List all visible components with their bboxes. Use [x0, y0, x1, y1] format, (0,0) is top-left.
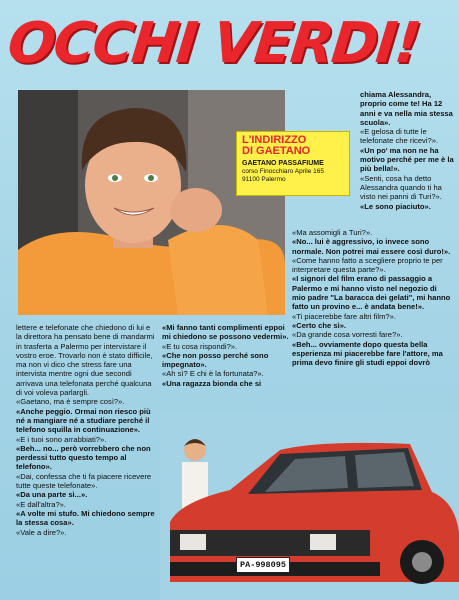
license-plate: PA-998095 — [236, 557, 290, 573]
paragraph: «Come hanno fatto a scegliere proprio te per interpretare questa parte?». — [292, 255, 443, 275]
paragraph: «E i tuoi sono arrabbiati?». — [16, 434, 107, 444]
paragraph: «No... lui è aggressivo, io invece sono normale. Non potrei mai essere così duro!». — [292, 237, 451, 256]
address-title-line1: L'INDIRIZZO — [242, 134, 307, 146]
article-column-right-middle — [292, 228, 452, 367]
paragraph: «Ti piacerebbe fare altri film?». — [292, 311, 396, 321]
article-column-middle — [162, 323, 294, 388]
address-box — [236, 131, 350, 196]
address-street: corso Finocchiaro Aprile 165 — [242, 168, 325, 175]
headline: OCCHI VERDI! — [4, 11, 423, 76]
paragraph: «A volte mi stufo. Mi chiedono sempre la stessa cosa». — [16, 508, 155, 528]
paragraph: «Dai, confessa che ti fa piacere ricevere tutte queste telefonate». — [16, 471, 152, 491]
paragraph: «Certo che sì». — [292, 320, 347, 330]
paragraph: «Una ragazza bionda che si — [162, 378, 262, 388]
paragraph: «Da una parte sì...». — [16, 490, 88, 500]
paragraph: «Vale a dire?». — [16, 527, 67, 537]
paragraph: «Che non posso perché sono impegnato». — [162, 350, 269, 370]
paragraph: «Ah sì? E chi è la fortunata?». — [162, 369, 264, 379]
car-photo — [160, 412, 459, 600]
address-title-line2: DI GAETANO — [242, 145, 311, 157]
paragraph: «I signori del film erano di passaggio a Palermo e mi hanno visto nel negozio di mio padre "La baracca dei gelati", mi hanno fatto un provino e... è andata bene!». — [292, 274, 451, 312]
paragraph: «Beh... ovviamente dopo questa bella esperienza mi piacerebbe fare l'attore, ma prima devo finire gli studi eppoi dovrò — [292, 339, 443, 368]
paragraph: «Le sono piaciuto». — [360, 201, 431, 211]
paragraph: «Gaetano, ma è sempre così?». — [16, 397, 125, 407]
paragraph: «E dall'altra?». — [16, 499, 66, 509]
boy-portrait-photo — [18, 90, 285, 315]
paragraph: «E gelosa di tutte le telefonate che ricevi?». — [360, 127, 439, 146]
paragraph: «Anche peggio. Ormai non riesco più né a mangiare né a studiare perché il telefono squilla in continuazione». — [16, 406, 151, 435]
paragraph: «Un po' ma non ne ha motivo perché per me è la più bella!». — [360, 145, 454, 174]
paragraph: chiama Alessandra, proprio come te! Ha 12 anni e va nella mia stessa scuola». — [360, 90, 453, 127]
address-city: 91100 Palermo — [242, 176, 286, 183]
paragraph: «Senti, cosa ha detto Alessandra quando ti ha visto nei panni di Turi?». — [360, 173, 442, 202]
paragraph: «E tu cosa rispondi?». — [162, 341, 238, 351]
paragraph: lettere e telefonate che chiedono di lui e la direttora ha pensato bene di mandarmi in trasferta a Palermo per intervistare il vostro eroe. Trovarlo non è stato difficile, ma non vi dico che stress fare una intervista mentre ogni due secondi arrivava una telefonata perché qualcuna di voi voleva parlargli. — [16, 323, 155, 398]
address-name: GAETANO PASSAFIUME — [242, 160, 324, 167]
paragraph: «Mi fanno tanti complimenti eppoi mi chiedono se possono vedermi». — [162, 323, 289, 342]
article-column-right-top — [360, 90, 456, 211]
paragraph: «Ma assomigli a Turi?». — [292, 228, 373, 237]
paragraph: «Da grande cosa vorresti fare?». — [292, 330, 403, 340]
paragraph: «Beh... no... però vorrebbero che non perdessi tutto questo tempo al telefono». — [16, 443, 151, 472]
article-column-left — [16, 323, 156, 537]
